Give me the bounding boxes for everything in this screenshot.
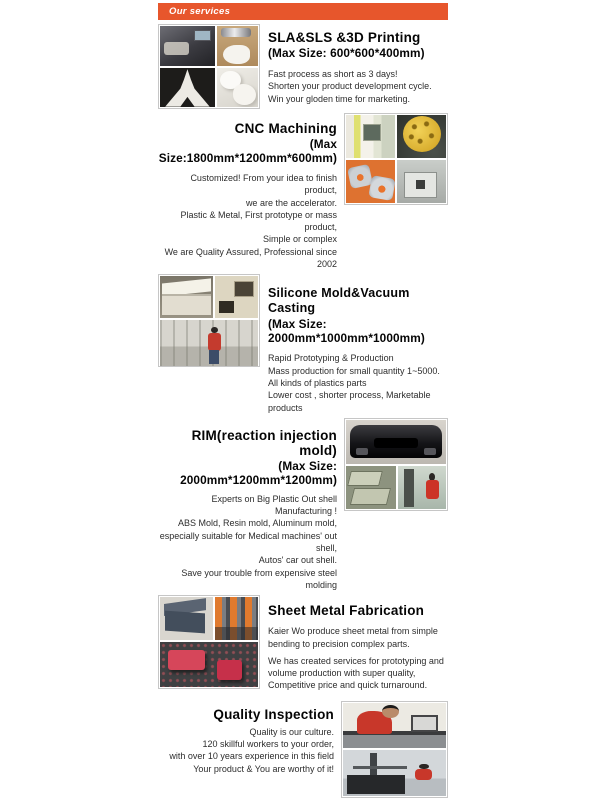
photo-vacuum-casting-machine bbox=[160, 276, 213, 318]
section-rim bbox=[158, 418, 448, 591]
red-part-shape bbox=[168, 650, 205, 670]
worker-shirt-shape bbox=[426, 480, 439, 499]
photo-red-sheet-parts bbox=[160, 642, 258, 688]
section-title: SLA&SLS &3D Printing bbox=[268, 30, 421, 45]
machine-slot-shape bbox=[416, 180, 426, 189]
rim-photo-collage bbox=[344, 418, 448, 511]
bumper-fog-shape bbox=[356, 448, 369, 455]
body-line: Win your gloden time for marketing. bbox=[268, 93, 411, 104]
monitor-shape bbox=[411, 715, 438, 733]
printed-part-shape bbox=[223, 45, 249, 64]
aluminum-part-shape bbox=[347, 164, 372, 189]
body-line: Lower cost , shorter process, Marketable products bbox=[268, 390, 431, 413]
eiffel-tower-shape bbox=[162, 69, 212, 106]
section-max-size: (Max Size: 2000mm*1200mm*1200mm) bbox=[180, 458, 337, 487]
red-part-shape-2 bbox=[217, 660, 242, 680]
body-line: Experts on Big Plastic Out shell Manufacturing ! bbox=[211, 493, 337, 517]
photo-aluminum-parts bbox=[346, 160, 395, 203]
section-sheet-metal bbox=[158, 595, 448, 696]
photo-casting-cabinet bbox=[215, 276, 258, 318]
section-title: RIM(reaction injection mold) bbox=[191, 427, 337, 458]
body-line: with over 10 years experience in this field bbox=[169, 751, 334, 762]
body-paragraph: We has created services for prototyping and volume production with super quality, Competitive price and quick turnaround. bbox=[268, 655, 444, 691]
section-cnc-machining bbox=[158, 113, 448, 270]
bumper-fog-shape-2 bbox=[424, 448, 437, 455]
body-line: Your product & You are worthy of it! bbox=[193, 763, 334, 774]
box-body-shape bbox=[165, 611, 205, 634]
body-line: Rapid Prototyping & Production bbox=[268, 353, 394, 364]
worker-legs-shape bbox=[209, 350, 219, 364]
photo-aluminum-molds bbox=[346, 466, 396, 509]
printer-screen-shape bbox=[194, 30, 210, 41]
bumper-grille-shape bbox=[374, 438, 418, 448]
aluminum-part-shape-2 bbox=[368, 176, 395, 202]
body-line: Plastic & Metal, First prototype or mass product, bbox=[180, 209, 337, 233]
section-title: CNC Machining bbox=[234, 121, 337, 136]
photo-car-bumper bbox=[346, 420, 446, 465]
gold-disc-shape bbox=[403, 116, 441, 152]
section-3d-printing bbox=[158, 24, 448, 109]
cmm-crossbar-shape bbox=[353, 766, 407, 769]
machine-window-shape bbox=[363, 124, 382, 141]
section-title: Sheet Metal Fabrication bbox=[268, 603, 425, 619]
our-services-tab bbox=[158, 3, 448, 20]
body-line: 120 skillful workers to your order, bbox=[202, 739, 334, 750]
services-panel bbox=[158, 3, 448, 798]
body-line: Quality is our culture. bbox=[249, 726, 334, 737]
body-line: we are the accelerator. bbox=[245, 197, 337, 208]
photo-machining-center bbox=[397, 160, 446, 203]
worker-head-shape bbox=[419, 764, 428, 769]
printing-photo-collage bbox=[158, 24, 260, 109]
section-max-size: (Max Size: 600*600*400mm) bbox=[268, 46, 425, 60]
section-max-size: (Max Size:1800mm*1200mm*600mm) bbox=[158, 137, 337, 165]
photo-cnc-workshop bbox=[346, 115, 395, 158]
section-title: Quality Inspection bbox=[213, 706, 334, 722]
printer-bed-shape bbox=[164, 42, 188, 55]
inspector-head-shape bbox=[382, 705, 398, 718]
photo-sheet-metal-box bbox=[160, 597, 213, 639]
photo-eiffel-tower-model bbox=[160, 68, 215, 108]
worker-shirt-shape bbox=[208, 333, 221, 351]
body-line: Shorten your product development cycle. bbox=[268, 81, 432, 92]
body-line: ABS Mold, Resin mold, Aluminum mold, bbox=[177, 518, 337, 529]
sheet-metal-photo-collage bbox=[158, 595, 260, 689]
body-line: Fast process as short as 3 days! bbox=[268, 69, 398, 79]
worker-shirt-shape bbox=[415, 769, 431, 781]
body-line: Autos' car out shell. bbox=[258, 555, 337, 566]
photo-spindle-sample bbox=[217, 26, 258, 66]
section-vacuum-casting bbox=[158, 274, 448, 413]
body-line: Simple or complex bbox=[262, 234, 337, 245]
mold-block-shape-2 bbox=[350, 488, 391, 505]
section-title: Silicone Mold&Vacuum Casting bbox=[268, 286, 410, 316]
worker-head-shape bbox=[211, 327, 218, 333]
cabinet-window-shape bbox=[234, 281, 254, 297]
spindle-shape bbox=[221, 28, 251, 37]
casting-photo-collage bbox=[158, 274, 260, 367]
body-line: especially suitable for Medical machines' out shell, bbox=[159, 530, 337, 554]
inspection-photo-collage bbox=[341, 701, 448, 798]
photo-kiosk-panels bbox=[215, 597, 258, 639]
our-services-label: Our services bbox=[169, 6, 231, 17]
body-line: All kinds of plastics parts bbox=[268, 377, 367, 388]
cmm-base-shape bbox=[347, 775, 405, 794]
machine-column-shape bbox=[404, 469, 415, 507]
photo-printed-gears bbox=[217, 68, 258, 108]
gear-blob-shape-2 bbox=[233, 84, 256, 105]
panel-shade-shape bbox=[215, 627, 258, 640]
body-line: Customized! From your idea to finish product, bbox=[190, 173, 337, 196]
bumper-shape bbox=[350, 425, 442, 458]
photo-inspector-at-desk bbox=[343, 703, 446, 749]
cabinet-control-shape bbox=[219, 301, 234, 313]
body-paragraph: Kaier Wo produce sheet metal from simple bending to precision complex parts. bbox=[268, 626, 438, 649]
cnc-photo-collage bbox=[344, 113, 448, 205]
body-line: Save your trouble from expensive steel molding bbox=[181, 567, 337, 590]
photo-workshop-shelves bbox=[160, 320, 258, 365]
body-line: Mass production for small quantity 1~5000. bbox=[268, 365, 440, 376]
mold-block-shape bbox=[347, 471, 383, 486]
photo-rim-worker bbox=[398, 466, 446, 509]
photo-3d-printer bbox=[160, 26, 215, 66]
body-line: We are Quality Assured, Professional since 2002 bbox=[164, 246, 337, 270]
machine-body-shape bbox=[162, 294, 211, 315]
photo-cmm-machine bbox=[343, 750, 446, 796]
photo-gold-disc bbox=[397, 115, 446, 158]
section-max-size: (Max Size: 2000mm*1000mm*1000mm) bbox=[268, 317, 425, 346]
section-quality-inspection bbox=[158, 701, 448, 798]
